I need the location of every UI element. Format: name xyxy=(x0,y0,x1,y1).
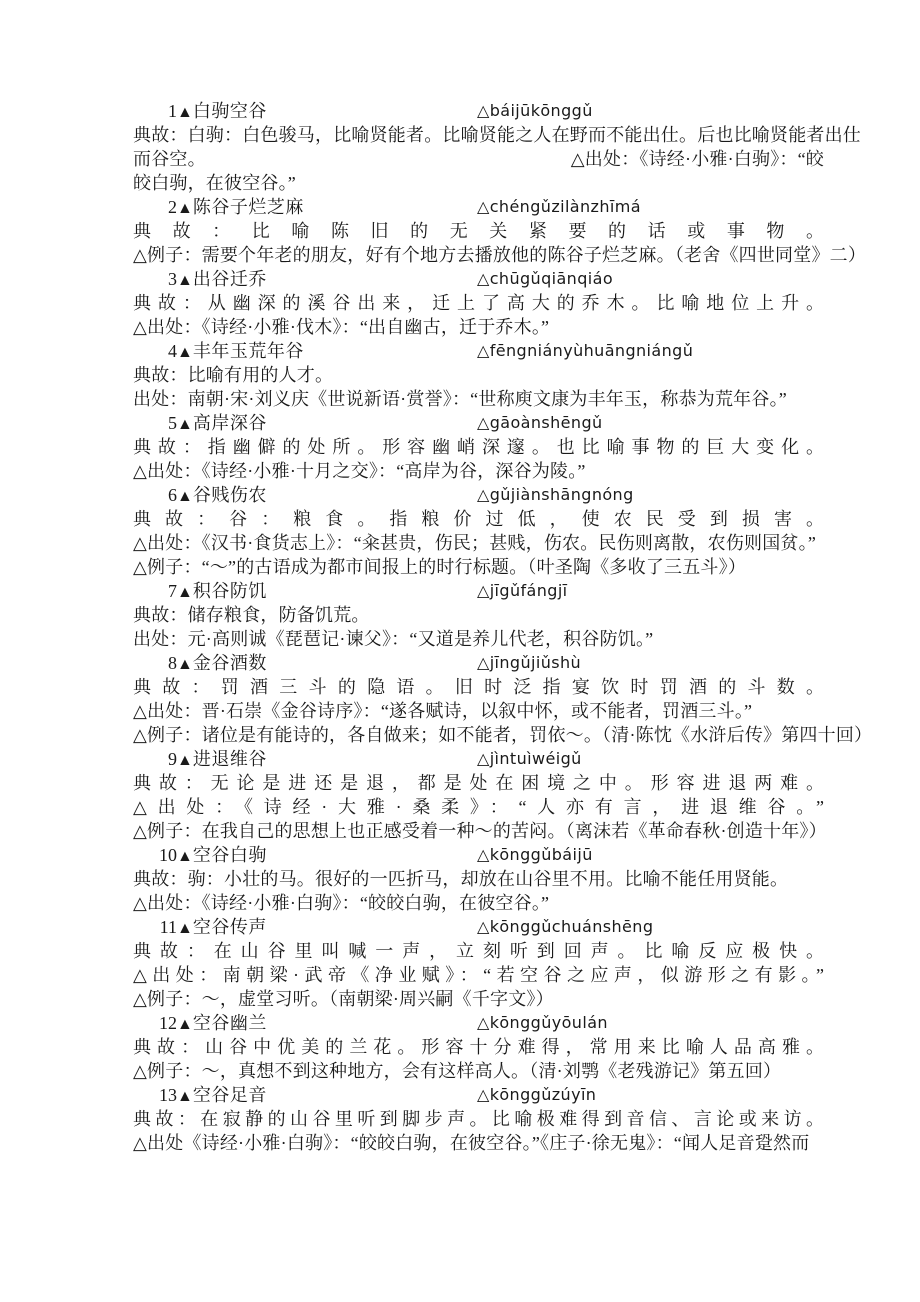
triangle-marker-icon: ▲ xyxy=(177,344,193,361)
idiom-name: 陈谷子烂芝麻 xyxy=(192,197,304,217)
idiom-name: 出谷迁乔 xyxy=(192,269,267,289)
entry-line: 典故：在山谷里叫喊一声，立刻听到回声。比喻反应极快。 xyxy=(133,941,824,961)
entry-title xyxy=(133,843,824,867)
idiom-entry-4 xyxy=(133,339,824,411)
entry-title xyxy=(133,267,824,291)
triangle-marker-icon: ▲ xyxy=(177,920,193,937)
triangle-marker-icon: ▲ xyxy=(177,488,193,505)
idiom-name: 空谷足音 xyxy=(192,1085,267,1105)
entry-body xyxy=(133,939,824,1011)
entry-line: 出处：南朝·宋·刘义庆《世说新语·赏誉》：“世称庾文康为丰年玉，称恭为荒年谷。” xyxy=(133,389,787,409)
idiom-entry-13 xyxy=(133,1083,824,1155)
entry-line: 典故：谷：粮食。指粮价过低，使农民受到损害。 xyxy=(133,509,824,529)
entry-title xyxy=(133,579,824,603)
entry-number: 10 xyxy=(159,845,177,865)
entry-number: 11 xyxy=(159,917,177,937)
entry-title xyxy=(133,1083,824,1107)
entry-line: △例子：诸位是有能诗的，各自做来；如不能者，罚依～。（清·陈忱《水浒后传》第四十回） xyxy=(133,725,873,745)
pinyin: △jīngǔjiǔshù xyxy=(477,653,582,672)
entry-line: 典故：比喻陈旧的无关紧要的话或事物。 xyxy=(133,221,824,241)
entry-title xyxy=(133,99,824,123)
entry-line: △出处：晋·石崇《金谷诗序》：“遂各赋诗，以叙中怀，或不能者，罚酒三斗。” xyxy=(133,701,753,721)
entry-line: △出处：《汉书·食货志上》：“籴甚贵，伤民；甚贱，伤农。民伤则离散，农伤则国贫。” xyxy=(133,533,817,553)
entry-line: 典故：驹：小壮的马。很好的一匹折马，却放在山谷里不用。比喻不能任用贤能。 xyxy=(133,869,789,889)
entry-body xyxy=(133,435,824,483)
idiom-entry-2 xyxy=(133,195,867,267)
triangle-marker-icon: ▲ xyxy=(177,656,193,673)
idiom-name: 金谷酒数 xyxy=(192,653,267,673)
entry-number: 3 xyxy=(168,269,177,289)
pinyin: △kōnggǔzúyīn xyxy=(477,1085,597,1104)
entry-line: 典故：白驹：白色骏马，比喻贤能者。比喻贤能之人在野而不能出仕。后也比喻贤能者出仕 xyxy=(133,125,861,145)
entry-title xyxy=(133,411,824,435)
idiom-entry-1 xyxy=(133,99,861,195)
entry-line: △出处：南朝梁·武帝《净业赋》：“若空谷之应声，似游形之有影。” xyxy=(133,965,824,985)
entry-number: 1 xyxy=(168,101,177,121)
entry-line: 典故：从幽深的溪谷出来，迁上了高大的乔木。比喻地位上升。 xyxy=(133,293,824,313)
idiom-name: 积谷防饥 xyxy=(192,581,267,601)
entry-number: 13 xyxy=(159,1085,177,1105)
entry-line: △例子：～，虚堂习听。（南朝梁·周兴嗣《千字文》） xyxy=(133,989,554,1009)
entry-title xyxy=(133,195,824,219)
entry-title xyxy=(133,747,824,771)
entry-title xyxy=(133,915,824,939)
entry-line: 典故：指幽僻的处所。形容幽峭深邃。也比喻事物的巨大变化。 xyxy=(133,437,824,457)
entry-line: △出处：《诗经·小雅·十月之交》：“高岸为谷，深谷为陵。” xyxy=(133,461,586,481)
entry-body xyxy=(133,123,861,195)
idiom-entry-5 xyxy=(133,411,824,483)
entry-number: 6 xyxy=(168,485,177,505)
idiom-name: 进退维谷 xyxy=(192,749,267,769)
pinyin: △chūgǔqiānqiáo xyxy=(477,269,614,288)
idiom-entry-9 xyxy=(133,747,827,843)
triangle-marker-icon: ▲ xyxy=(177,1016,193,1033)
entry-title xyxy=(133,651,824,675)
entry-body xyxy=(133,771,827,843)
entry-line: 出处：元·高则诚《琵琶记·谏父》：“又道是养儿代老，积谷防饥。” xyxy=(133,629,654,649)
entry-number: 5 xyxy=(168,413,177,433)
triangle-marker-icon: ▲ xyxy=(177,272,193,289)
entry-title xyxy=(133,339,824,363)
pinyin: △fēngniányùhuāngniángǔ xyxy=(477,341,694,360)
idiom-entry-12 xyxy=(133,1011,824,1083)
pinyin: △báijūkōnggǔ xyxy=(477,101,593,120)
entry-body xyxy=(133,603,824,651)
idiom-name: 空谷传声 xyxy=(192,917,267,937)
triangle-marker-icon: ▲ xyxy=(177,104,193,121)
entry-line: 典故：无论是进还是退，都是处在困境之中。形容进退两难。 xyxy=(133,773,824,793)
pinyin: △gāoànshēngǔ xyxy=(477,413,603,432)
line-right-text: △出处：《诗经·小雅·白驹》：“皎 xyxy=(570,149,824,169)
line-left-text: 而谷空。 xyxy=(133,149,206,169)
pinyin: △gǔjiànshāngnóng xyxy=(477,485,634,504)
entry-line: △例子：需要个年老的朋友，好有个地方去播放他的陈谷子烂芝麻。（老舍《四世同堂》二） xyxy=(133,245,867,265)
triangle-marker-icon: ▲ xyxy=(177,848,193,865)
entry-line: △出处《诗经·小雅·白驹》：“皎皎白驹，在彼空谷。”《庄子·徐无鬼》：“闻人足音跫然而 xyxy=(133,1133,810,1153)
idiom-entry-7 xyxy=(133,579,824,651)
entry-line: 典故：山谷中优美的兰花。形容十分难得，常用来比喻人品高雅。 xyxy=(133,1037,824,1057)
entry-line: △出处：《诗经·小雅·白驹》：“皎皎白驹，在彼空谷。” xyxy=(133,893,550,913)
triangle-marker-icon: ▲ xyxy=(177,416,193,433)
entry-line: △例子：～，真想不到这种地方，会有这样高人。（清·刘鹗《老残游记》第五回） xyxy=(133,1061,782,1081)
entry-body xyxy=(133,1107,824,1155)
entry-body xyxy=(133,1035,824,1083)
entry-number: 12 xyxy=(159,1013,177,1033)
pinyin: △jīgǔfángjī xyxy=(477,581,568,600)
idiom-name: 谷贱伤农 xyxy=(192,485,267,505)
entry-line: 皎白驹，在彼空谷。” xyxy=(133,173,296,193)
entry-line: 典故：在寂静的山谷里听到脚步声。比喻极难得到音信、言论或来访。 xyxy=(133,1109,824,1129)
pinyin: △kōnggǔchuánshēng xyxy=(477,917,654,936)
entry-line: 典故：罚酒三斗的隐语。旧时泛指宴饮时罚酒的斗数。 xyxy=(133,677,824,697)
idiom-entry-10 xyxy=(133,843,824,915)
idiom-list xyxy=(133,99,873,1155)
entry-body xyxy=(133,363,824,411)
entry-line: 典故：储存粮食，防备饥荒。 xyxy=(133,605,370,625)
entry-body xyxy=(133,219,867,267)
entry-number: 4 xyxy=(168,341,177,361)
entry-number: 9 xyxy=(168,749,177,769)
entry-number: 7 xyxy=(168,581,177,601)
idiom-name: 丰年玉荒年谷 xyxy=(192,341,304,361)
entry-number: 8 xyxy=(168,653,177,673)
triangle-marker-icon: ▲ xyxy=(177,752,193,769)
entry-body xyxy=(133,507,824,579)
idiom-name: 空谷白驹 xyxy=(192,845,267,865)
entry-number: 2 xyxy=(168,197,177,217)
idiom-entry-8 xyxy=(133,651,873,747)
triangle-marker-icon: ▲ xyxy=(177,584,193,601)
triangle-marker-icon: ▲ xyxy=(177,1088,193,1105)
entry-line: △例子：在我自己的思想上也正感受着一种～的苦闷。（离沫若《革命春秋·创造十年》） xyxy=(133,821,827,841)
pinyin: △jìntuìwéigǔ xyxy=(477,749,582,768)
entry-body xyxy=(133,291,824,339)
entry-body xyxy=(133,867,824,915)
idiom-name: 白驹空谷 xyxy=(192,101,267,121)
pinyin: △chéngǔzilànzhīmá xyxy=(477,197,641,216)
entry-line: 典故：比喻有用的人才。 xyxy=(133,365,334,385)
entry-title xyxy=(133,1011,824,1035)
entry-line: △例子：“～”的古语成为都市间报上的时行标题。（叶圣陶《多收了三五斗》） xyxy=(133,557,747,577)
triangle-marker-icon: ▲ xyxy=(177,200,193,217)
pinyin: △kōnggǔyōulán xyxy=(477,1013,608,1032)
entry-line: △出处：《诗经·大雅·桑柔》：“人亦有言，进退维谷。” xyxy=(133,797,824,817)
entry-body xyxy=(133,675,873,747)
idiom-entry-11 xyxy=(133,915,824,1011)
idiom-name: 高岸深谷 xyxy=(192,413,267,433)
pinyin: △kōnggǔbáijū xyxy=(477,845,593,864)
entry-line: △出处：《诗经·小雅·伐木》：“出自幽古，迁于乔木。” xyxy=(133,317,550,337)
entry-line xyxy=(133,147,824,171)
idiom-name: 空谷幽兰 xyxy=(192,1013,267,1033)
idiom-entry-3 xyxy=(133,267,824,339)
entry-title xyxy=(133,483,824,507)
idiom-entry-6 xyxy=(133,483,824,579)
